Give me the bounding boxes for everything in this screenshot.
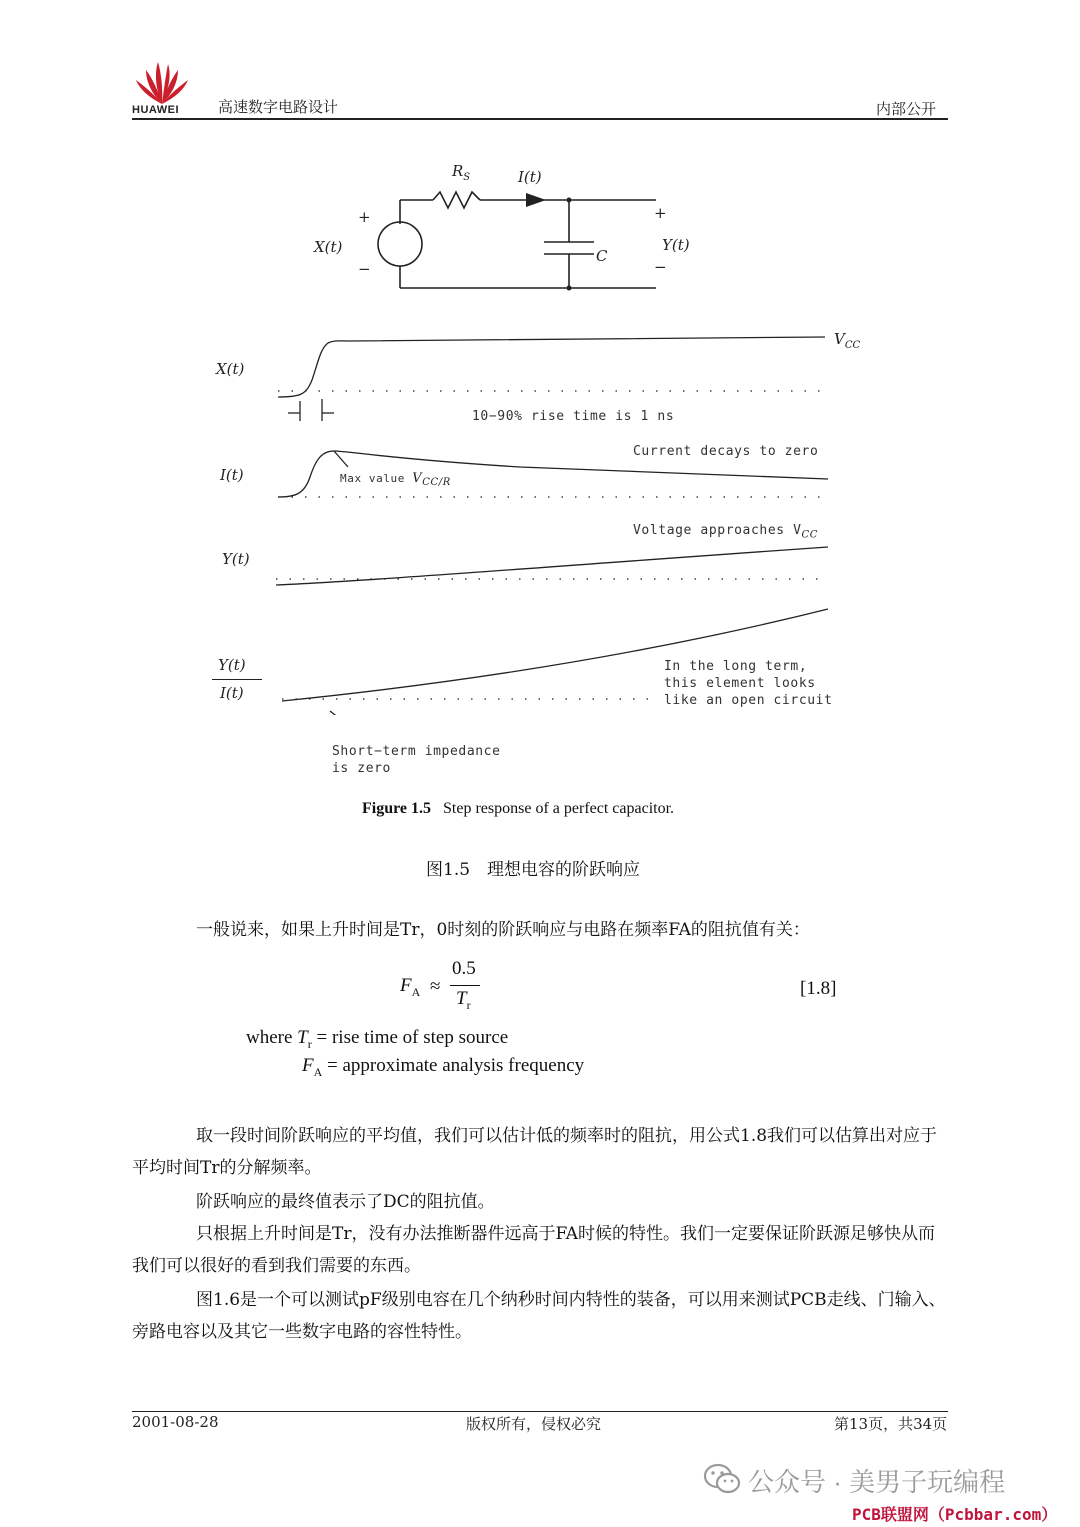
ratio-numerator: Y(t) — [218, 656, 246, 674]
x-axis-label: X(t) — [216, 360, 245, 378]
y-waveform — [276, 547, 828, 585]
huawei-logo — [132, 60, 192, 118]
current-label: I(t) — [518, 168, 542, 186]
ratio-fraction-bar — [212, 679, 262, 680]
x-waveform — [278, 337, 825, 397]
figure-caption-cn: 图1.5 理想电容的阶跃响应 — [426, 860, 641, 880]
equation-fraction-bar — [450, 985, 480, 986]
classification-label: 内部公开 — [876, 100, 937, 118]
cap-label: C — [596, 247, 608, 265]
paragraph-rise-time: 只根据上升时间是Tr，没有办法推断器件远高于FA时候的特性。我们一定要保证阶跃源足够快从而我们可以很好的看到我们需要的东西。 — [132, 1224, 936, 1276]
output-label: Y(t) — [662, 236, 690, 254]
footer-rule — [132, 1411, 948, 1412]
footer-rights: 版权所有，侵权必究 — [466, 1415, 602, 1433]
max-value-note: Max value $V_{CC/R}$ — [340, 471, 451, 489]
waveform-plots — [270, 325, 840, 715]
current-arrow — [526, 193, 546, 207]
wechat-icon — [703, 1462, 741, 1496]
output-plus: + — [654, 204, 667, 222]
output-minus: − — [654, 258, 667, 276]
huawei-petals-icon — [132, 60, 192, 106]
vcc-label: $V_{CC}$ — [834, 330, 861, 351]
source-minus: − — [358, 260, 371, 278]
rc-circuit-diagram — [300, 160, 720, 300]
figure-caption-en: Figure 1.5 Step response of a perfect capacitor. — [362, 800, 675, 817]
equation-number: [1.8] — [800, 978, 837, 999]
ratio-denominator: I(t) — [220, 684, 244, 702]
long-term-note: In the long term, this element looks like an open circuit — [664, 659, 833, 708]
short-term-pointer — [330, 711, 350, 715]
max-value-pointer — [334, 451, 348, 467]
paragraph-dc: 阶跃响应的最终值表示了DC的阻抗值。 — [196, 1192, 495, 1212]
footer-page-number: 第13页，共34页 — [834, 1415, 948, 1433]
voltage-source — [378, 222, 422, 266]
source-plus: + — [358, 208, 371, 226]
watermark-site: PCB联盟网（Pcbbar.com） — [852, 1505, 1058, 1524]
y-axis-label: Y(t) — [222, 550, 250, 568]
logo-text: HUAWEI — [132, 104, 179, 116]
footer-date: 2001-08-28 — [132, 1413, 219, 1431]
current-decays-note: Current decays to zero — [633, 444, 819, 459]
rise-time-note: 10−90% rise time is 1 ns — [472, 409, 675, 424]
resistor-zigzag — [433, 192, 480, 208]
equation-denominator: $T_r$ — [456, 988, 471, 1012]
watermark-account: 公众号 · 美男子玩编程 — [748, 1467, 1006, 1497]
where-line-2: $F_A$ = approximate analysis frequency — [302, 1055, 585, 1079]
node-bottom — [567, 286, 572, 291]
source-label: X(t) — [314, 238, 343, 256]
paragraph-average: 取一段时间阶跃响应的平均值，我们可以估计低的频率时的阻抗，用公式1.8我们可以估算出对应于平均时间Tr的分解频率。 — [132, 1126, 938, 1178]
equation-lhs: $F_A$ — [400, 975, 421, 999]
node-top — [567, 198, 572, 203]
i-axis-label: I(t) — [220, 466, 244, 484]
rs-label: $R_S$ — [452, 162, 471, 183]
doc-title: 高速数字电路设计 — [218, 98, 339, 116]
header-rule — [132, 118, 948, 120]
where-line-1: where $T_r$ = rise time of step source — [246, 1027, 509, 1051]
short-term-note: Short−term impedance is zero — [332, 744, 501, 776]
paragraph-figure-16: 图1.6是一个可以测试pF级别电容在几个纳秒时间内特性的装备，可以用来测试PCB走线、门输入、旁路电容以及其它一些数字电路的容性特性。 — [132, 1290, 946, 1342]
equation-numerator: 0.5 — [452, 958, 476, 979]
voltage-approaches-note: Voltage approaches $V_{CC}$ — [633, 523, 819, 541]
intro-paragraph: 一般说来，如果上升时间是Tr，0时刻的阶跃响应与电路在频率FA的阻抗值有关： — [196, 920, 810, 940]
equation-approx: ≈ — [430, 976, 441, 997]
